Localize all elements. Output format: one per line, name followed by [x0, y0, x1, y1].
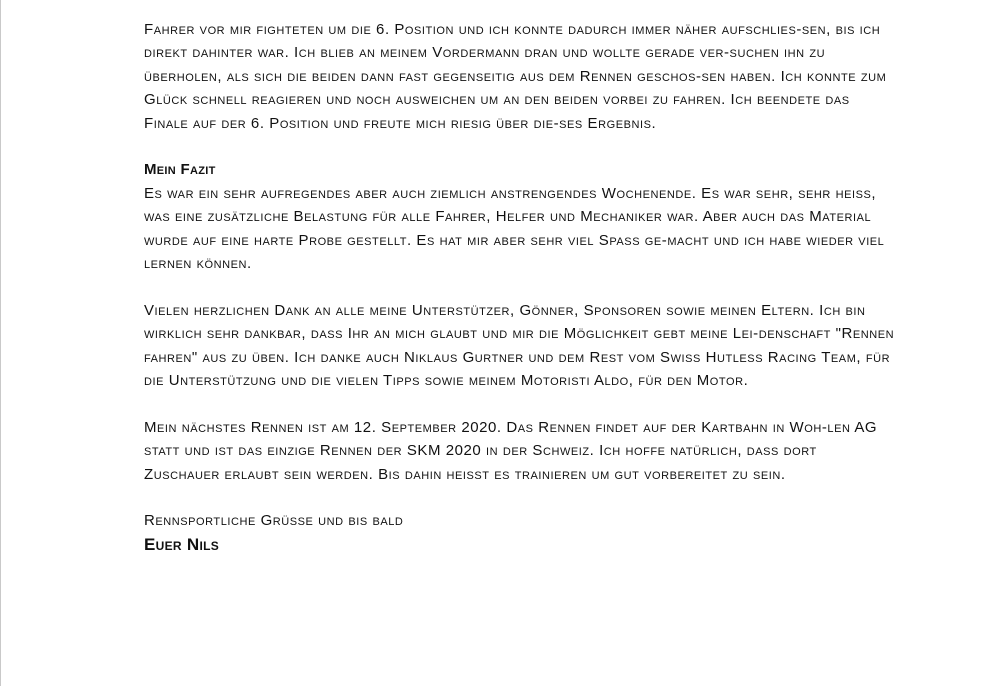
- section-heading-fazit: Mein Fazit: [144, 161, 216, 179]
- document-body: [144, 18, 896, 557]
- thanks-paragraph: Vielen herzlichen Dank an alle meine Unterstützer, Gönner, Sponsoren sowie meinen Eltern. Ich bin wirklich sehr dankbar, dass Ihr an mich glaubt und mir die Möglichkeit gebt meine Lei-denschaft "Rennen fahren" aus zu üben. Ich danke auch Niklaus Gurtner und dem Rest vom Swiss Hutless Racing Team, für die Unterstützung und die vielen Tipps sowie meinem Motoristi Aldo, für den Motor.: [144, 301, 895, 390]
- race-report-paragraph: Fahrer vor mir fighteten um die 6. Position und ich konnte dadurch immer näher aufschlies-sen, bis ich direkt dahinter war. Ich blieb an meinem Vordermann dran und wollte gerade ver-suchen ihn zu überholen, als sich die beiden dann fast gegenseitig aus dem Rennen geschos-sen haben. Ich konnte zum Glück schnell reagieren und noch ausweichen um an den beiden vorbei zu fahren. Ich beendete das Finale auf der 6. Position und freute mich riesig über die-ses Ergebnis.: [144, 21, 887, 132]
- next-race-paragraph: Mein nächstes Rennen ist am 12. September 2020. Das Rennen findet auf der Kartbahn in Woh-len AG statt und ist das einzige Rennen der SKM 2020 in der Schweiz. Ich hoffe natürlich, dass dort Zuschauer erlaubt sein werden. Bis dahin heisst es trainieren um gut vorbereitet zu sein.: [144, 418, 878, 483]
- signature: Euer Nils: [144, 534, 220, 554]
- closing-line: Rennsportliche Grüsse und bis bald: [144, 512, 404, 530]
- page-edge-divider: [0, 0, 1, 686]
- fazit-paragraph: Es war ein sehr aufregendes aber auch ziemlich anstrengendes Wochenende. Es war sehr, sehr heiss, was eine zusätzliche Belastung für alle Fahrer, Helfer und Mechaniker war. Aber auch das Material wurde auf eine harte Probe gestellt. Es hat mir aber sehr viel Spass ge-macht und ich habe wieder viel lernen können.: [144, 184, 885, 273]
